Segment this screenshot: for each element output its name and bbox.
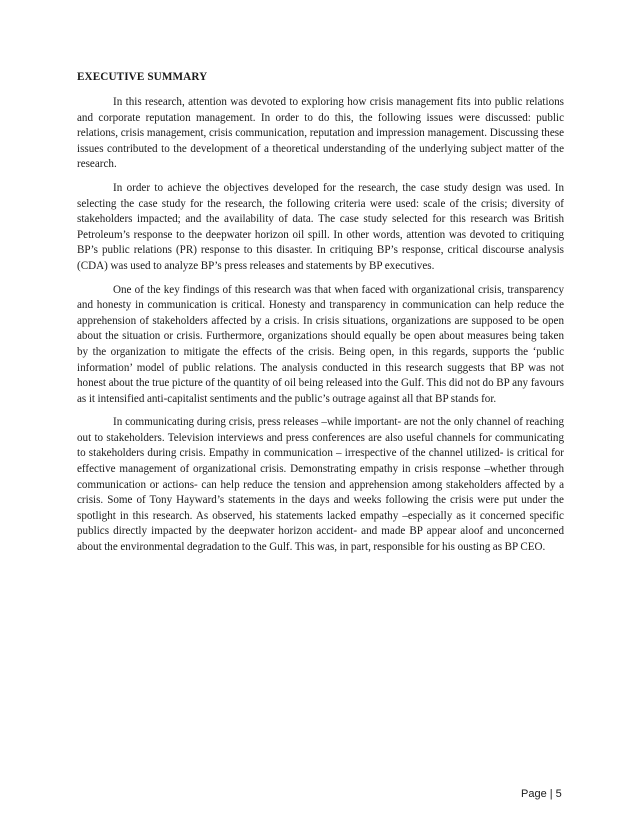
paragraph-1: In this research, attention was devoted to exploring how crisis management fits into public relations and corporate reputation management. In order to do this, the following issues were discussed: public relations, crisis management, crisis communication, reputation and impression management. Discussing these issues contributed to the development of a theoretical understanding of the underlying subject matter of the research. bbox=[77, 96, 564, 171]
page-number: Page | 5 bbox=[521, 788, 562, 800]
page-body bbox=[77, 70, 564, 564]
paragraph-3: One of the key findings of this research was that when faced with organizational crisis, transparency and honesty in communication is critical. Honesty and transparency in communication can help reduce the apprehension of stakeholders affected by a crisis. In crisis situations, organizations are supposed to be open about the situation or crisis. Furthermore, organizations should equally be open about measures being taken by the organization to mitigate the effects of the crisis. Being open, in this regards, supports the ‘public information’ model of public relations. The analysis conducted in this research suggests that BP was not honest about the true picture of the quantity of oil being released into the Gulf. This did not do BP any favours as it intensified anti-capitalist sentiments and the public’s outrage against all that BP stands for. bbox=[77, 283, 564, 405]
paragraph-2: In order to achieve the objectives developed for the research, the case study design was used. In selecting the case study for the research, the following criteria were used: scale of the crisis; diversity of stakeholders impacted; and the availability of data. The case study selected for this research was British Petroleum’s response to the deepwater horizon oil spill. In other words, attention was devoted to critiquing BP’s public relations (PR) response to this disaster. In critiquing BP’s response, critical discourse analysis (CDA) was used to analyze BP’s press releases and statements by BP executives. bbox=[77, 181, 564, 272]
section-heading: EXECUTIVE SUMMARY bbox=[77, 71, 208, 83]
paragraph-4: In communicating during crisis, press releases –while important- are not the only channel of reaching out to stakeholders. Television interviews and press conferences are also useful channels for communicating to stakeholders during crisis. Empathy in communication – irrespective of the channel utilized- is critical for effective management of organizational crisis. Demonstrating empathy in crisis response –whether through communication or actions- can help reduce the tension and apprehension among stakeholders affected by a crisis. Some of Tony Hayward’s statements in the days and weeks following the crisis were put under the spotlight in this research. As observed, his statements lacked empathy –especially as it concerned specific publics directly impacted by the deepwater horizon accident- and made BP appear aloof and unconcerned about the environmental degradation to the Gulf. This was, in part, responsible for his ousting as BP CEO. bbox=[77, 416, 564, 554]
